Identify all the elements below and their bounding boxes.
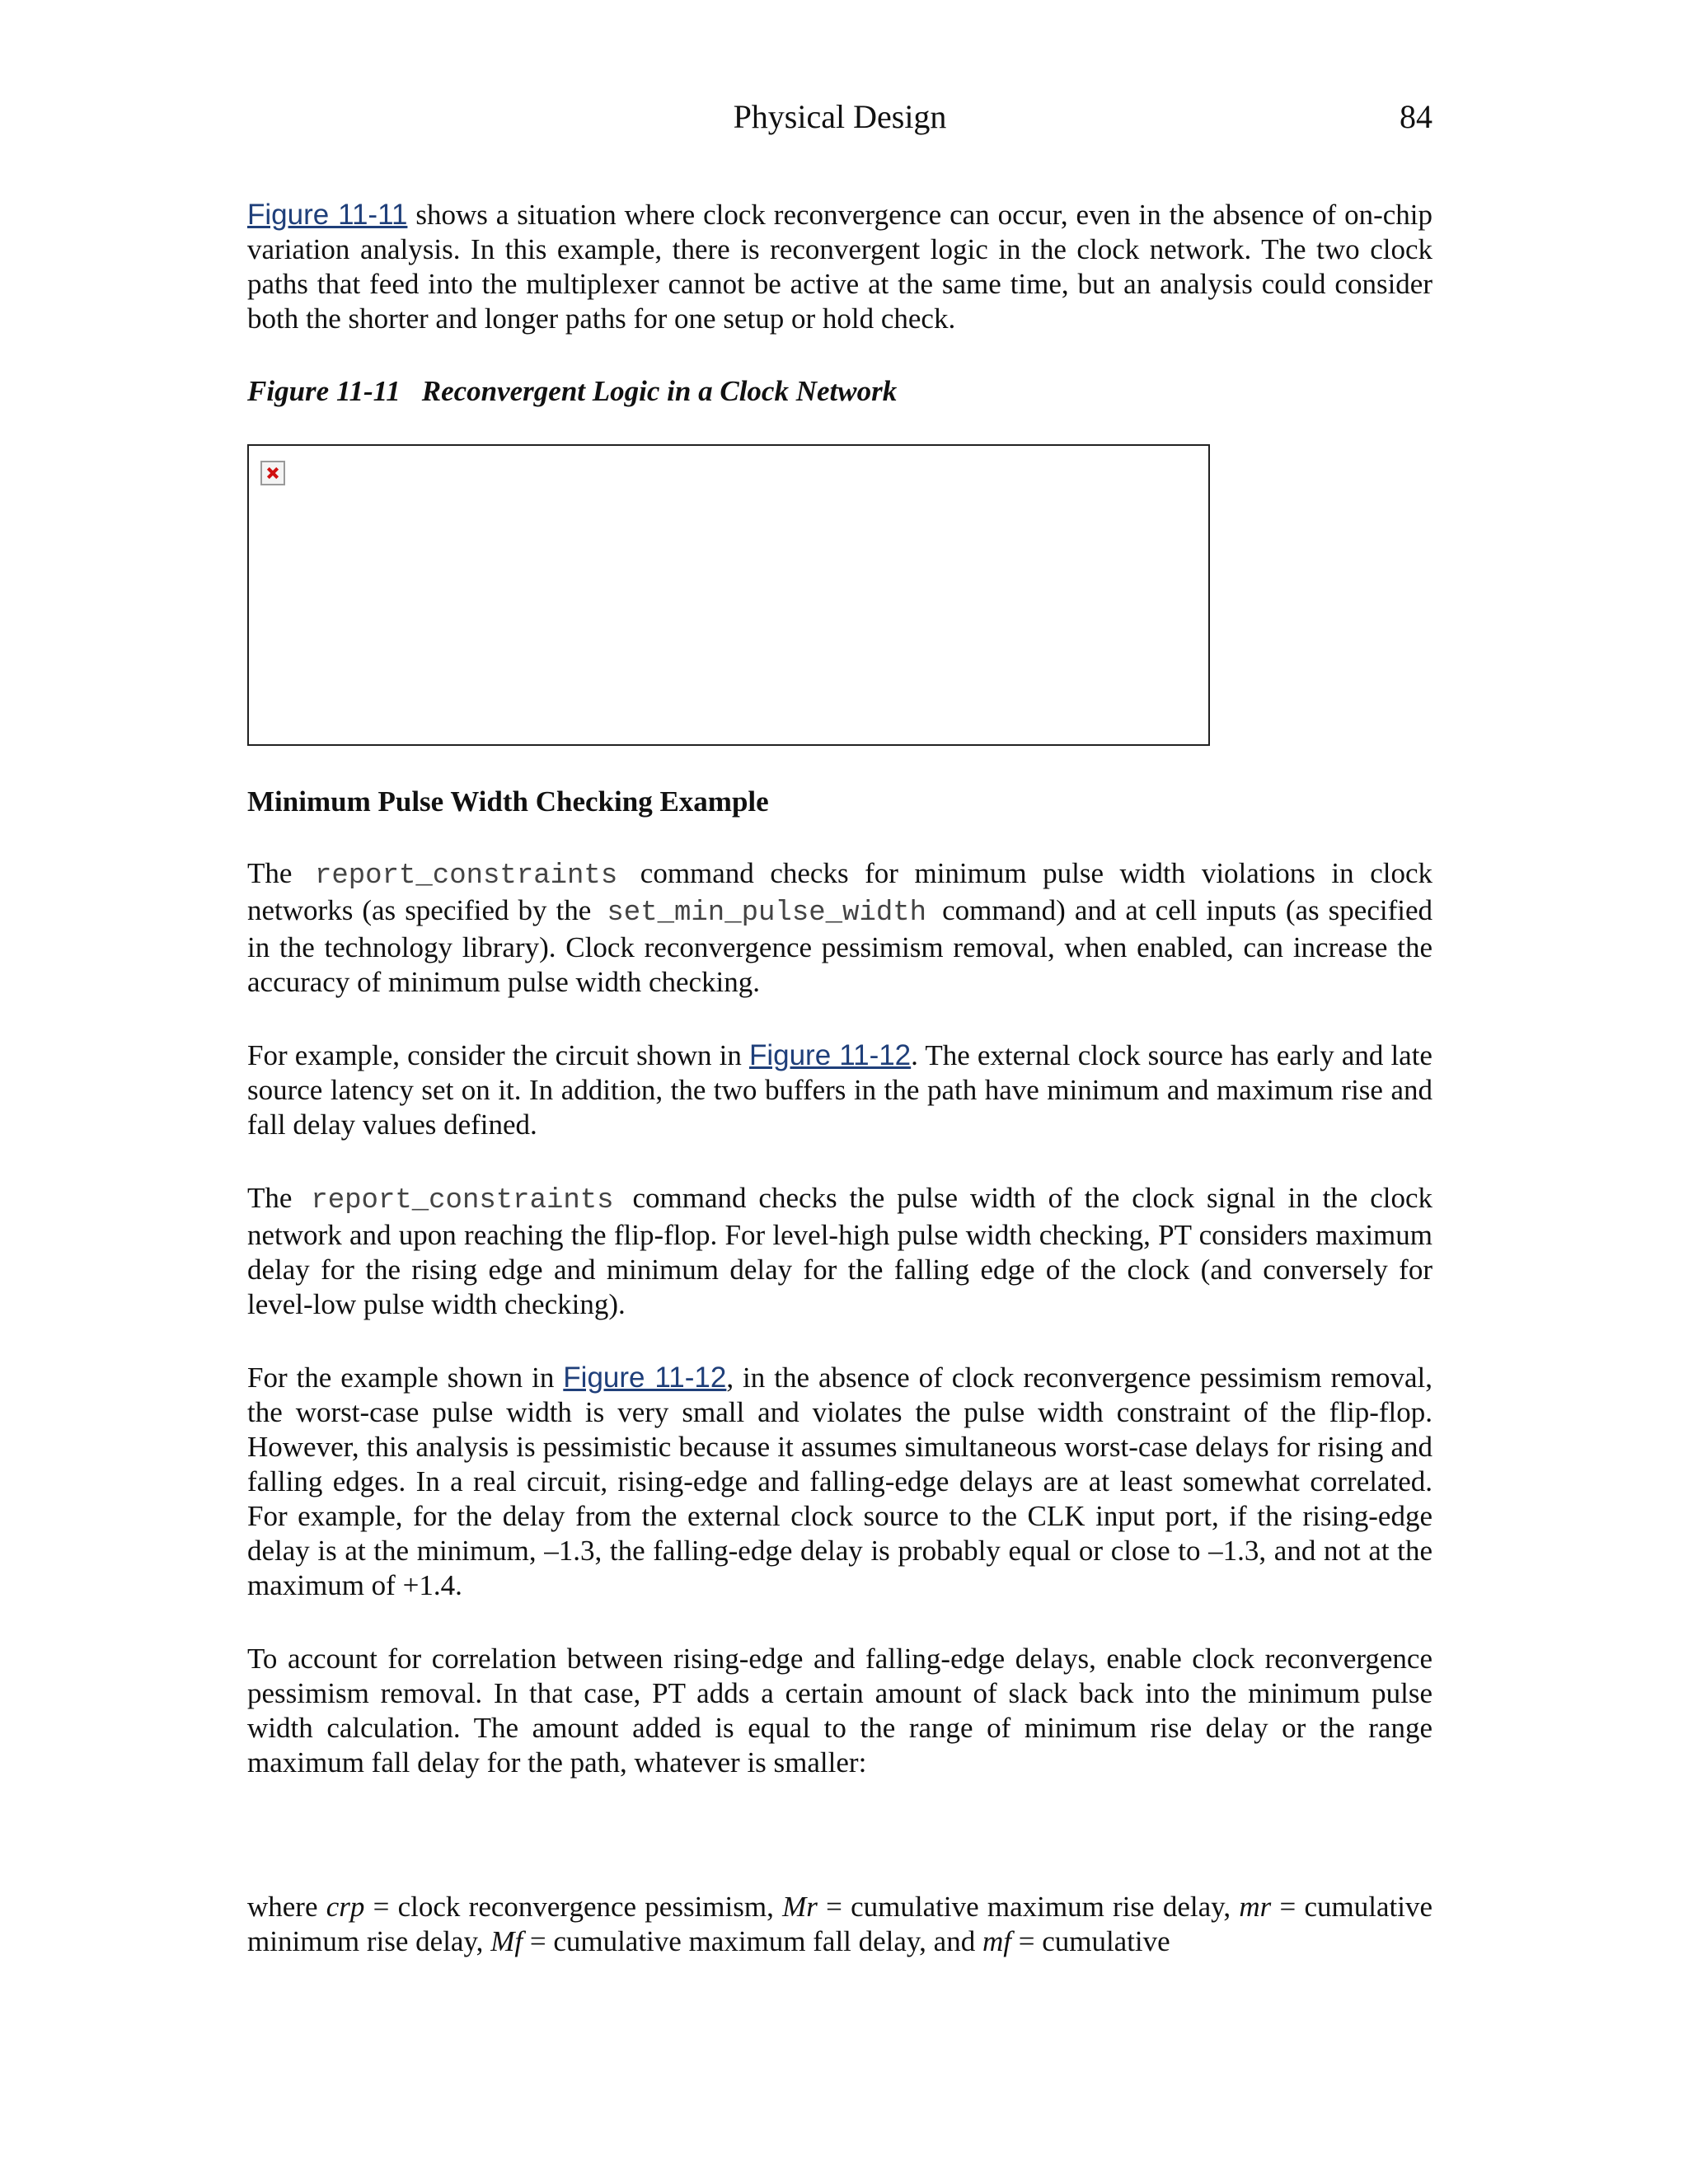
paragraph-example <box>247 1038 1432 1142</box>
figure-number: Figure 11-11 <box>247 375 401 407</box>
page-number: 84 <box>1400 98 1432 135</box>
paragraph-text: where <box>247 1891 326 1923</box>
broken-image-icon <box>260 461 285 485</box>
figure-image-placeholder <box>247 444 1210 746</box>
var-crp: crp <box>326 1891 365 1923</box>
figure-11-12-link[interactable]: Figure 11-12 <box>748 1039 912 1071</box>
paragraph-text: command) and at cell inputs (as specified in the technology library). Clock reconvergence pessimism removal, when enabled, can increase the accuracy of minimum pulse width checking. <box>247 894 1433 998</box>
paragraph-text: shows a situation where clock reconvergence can occur, even in the absence of on-chip variation analysis. In this example, there is reconvergent logic in the clock network. The two clock paths that feed into the multiplexer cannot be active at the same time, but an analysis could consider both the shorter and longer paths for one setup or hold check. <box>247 199 1432 335</box>
paragraph-report-constraints <box>247 856 1432 1000</box>
paragraph-definitions <box>247 1890 1432 1959</box>
var-mf: mf <box>982 1925 1011 1957</box>
page-header <box>247 97 1432 143</box>
section-heading: Minimum Pulse Width Checking Example <box>247 785 769 818</box>
figure-11-11-link[interactable]: Figure 11-11 <box>247 199 408 231</box>
figure-caption <box>247 375 1432 408</box>
code-report-constraints: report_constraints <box>314 860 618 892</box>
code-report-constraints: report_constraints <box>311 1185 614 1216</box>
paragraph-intro <box>247 198 1432 336</box>
var-Mf: Mf <box>490 1925 523 1957</box>
equation-gap <box>247 1819 1432 1890</box>
var-Mr: Mr <box>782 1891 818 1923</box>
paragraph-text: . The external clock source has early and late source latency set on it. In addition, the two buffers in the path have minimum and maximum rise and fall delay values defined. <box>247 1039 1432 1141</box>
paragraph-text: The <box>247 1182 293 1214</box>
paragraph-pulse-width <box>247 1181 1432 1322</box>
paragraph-text: For the example shown in <box>247 1361 564 1394</box>
paragraph-text: command checks the pulse width of the clock signal in the clock network and upon reaching the flip-flop. For level-high pulse width checking, PT considers maximum delay for the rising edge and minimum delay for the falling edge of the clock (and conversely for level-low pulse width checking). <box>247 1182 1433 1320</box>
paragraph-text: For example, consider the circuit shown in <box>247 1039 749 1071</box>
paragraph-text: The <box>247 857 293 889</box>
paragraph-text: , in the absence of clock reconvergence pessimism removal, the worst-case pulse width is very small and violates the pulse width constraint of the flip-flop. However, this analysis is pessimistic because it assumes simultaneous worst-case delays for rising and falling edges. In a real circuit, rising-edge and falling-edge delays are at least somewhat correlated. For example, for the delay from the external clock source to the CLK input port, if the rising-edge delay is at the minimum, –1.3, the falling-edge delay is probably equal or close to –1.3, and not at the maximum of +1.4. <box>247 1361 1432 1601</box>
paragraph-text: command checks for minimum pulse width violations in clock networks (as specified by the <box>247 857 1432 926</box>
figure-11-12-link[interactable]: Figure 11-12 <box>563 1361 727 1394</box>
page-content <box>247 198 1432 1998</box>
paragraph-text: = cumulative <box>1010 1925 1170 1957</box>
paragraph-text: = clock reconvergence pessimism, <box>364 1891 783 1923</box>
page-title: Physical Design <box>733 98 947 135</box>
paragraph-text: = cumulative minimum rise delay, <box>247 1891 1432 1957</box>
code-set-min-pulse-width: set_min_pulse_width <box>607 898 927 929</box>
paragraph-text: = cumulative maximum rise delay, <box>817 1891 1240 1923</box>
paragraph-text: = cumulative maximum fall delay, and <box>523 1925 982 1957</box>
paragraph-correlation: To account for correlation between rising-edge and falling-edge delays, enable clock reconvergence pessimism removal. In that case, PT adds a certain amount of slack back into the minimum pulse width calculation. The amount added is equal to the range of minimum rise delay or the range maximum fall delay for the path, whatever is smaller: <box>247 1643 1432 1779</box>
paragraph-pessimism <box>247 1361 1432 1603</box>
figure-title: Reconvergent Logic in a Clock Network <box>421 375 898 407</box>
var-mr: mr <box>1239 1891 1272 1923</box>
